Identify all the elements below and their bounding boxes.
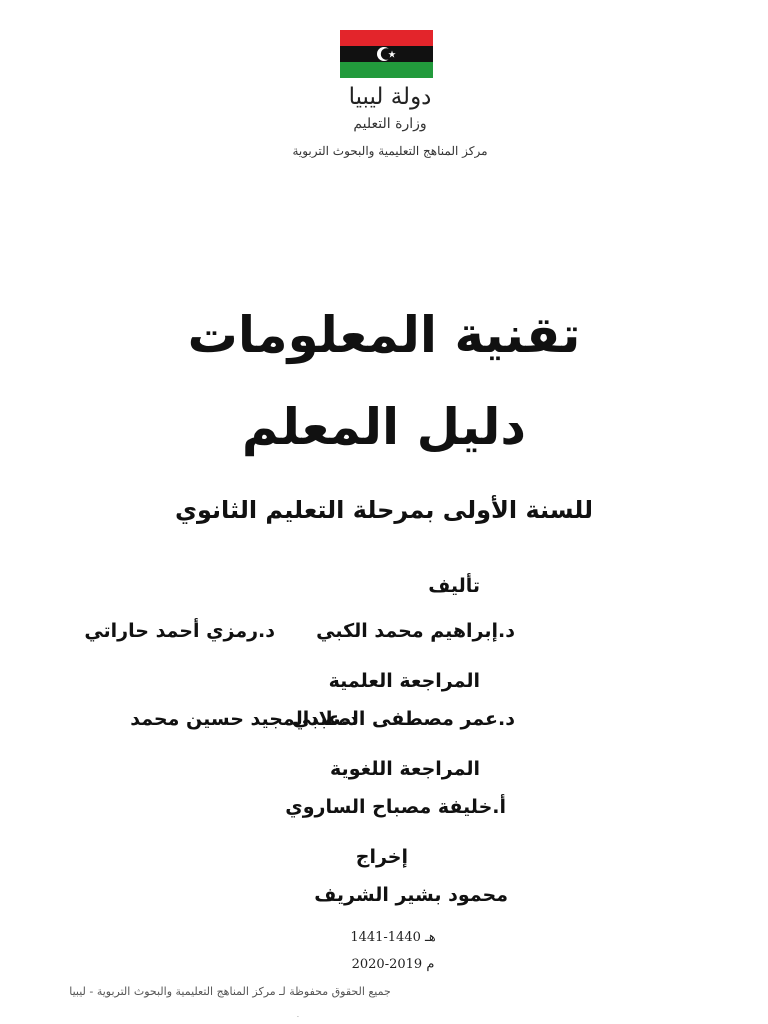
- authoring-label: تأليف: [428, 575, 480, 597]
- ministry-name: وزارة التعليم: [353, 116, 427, 132]
- linguistic-reviewer-name: أ.خليفة مصباح الساروي: [285, 796, 506, 818]
- gregorian-year: 2020-2019 م: [351, 957, 435, 972]
- hijri-year: 1441-1440 هـ: [350, 930, 436, 945]
- scientific-reviewer-name: د.عمر مصطفى الصلابي: [292, 708, 515, 730]
- producer-name: محمود بشير الشريف: [314, 884, 508, 906]
- linguistic-review-label: المراجعة اللغوية: [330, 758, 480, 780]
- grade-line: للسنة الأولى بمرحلة التعليم الثانوي: [174, 496, 594, 524]
- author-name: د.رمزي أحمد حاراتي: [84, 620, 275, 642]
- scientific-review-label: المراجعة العلمية: [328, 670, 480, 692]
- scientific-reviewer-name: د.عبدالمجيد حسين محمد: [130, 708, 358, 730]
- book-title: تقنية المعلومات: [187, 306, 581, 364]
- production-label: إخراج: [355, 846, 408, 868]
- state-name: دولة ليبيا: [348, 84, 432, 110]
- copyright-notice: جميع الحقوق محفوظة لـ مركز المناهج التعليمية والبحوث التربوية - ليبيا: [69, 985, 391, 998]
- crescent-star-icon: [340, 30, 433, 78]
- libya-flag-icon: [340, 30, 433, 78]
- center-name: مركز المناهج التعليمية والبحوث التربوية: [292, 144, 488, 158]
- author-name: د.إبراهيم محمد الكبي: [316, 620, 515, 642]
- footer-mark: .: [297, 1012, 299, 1019]
- book-subtitle: دليل المعلم: [241, 398, 527, 456]
